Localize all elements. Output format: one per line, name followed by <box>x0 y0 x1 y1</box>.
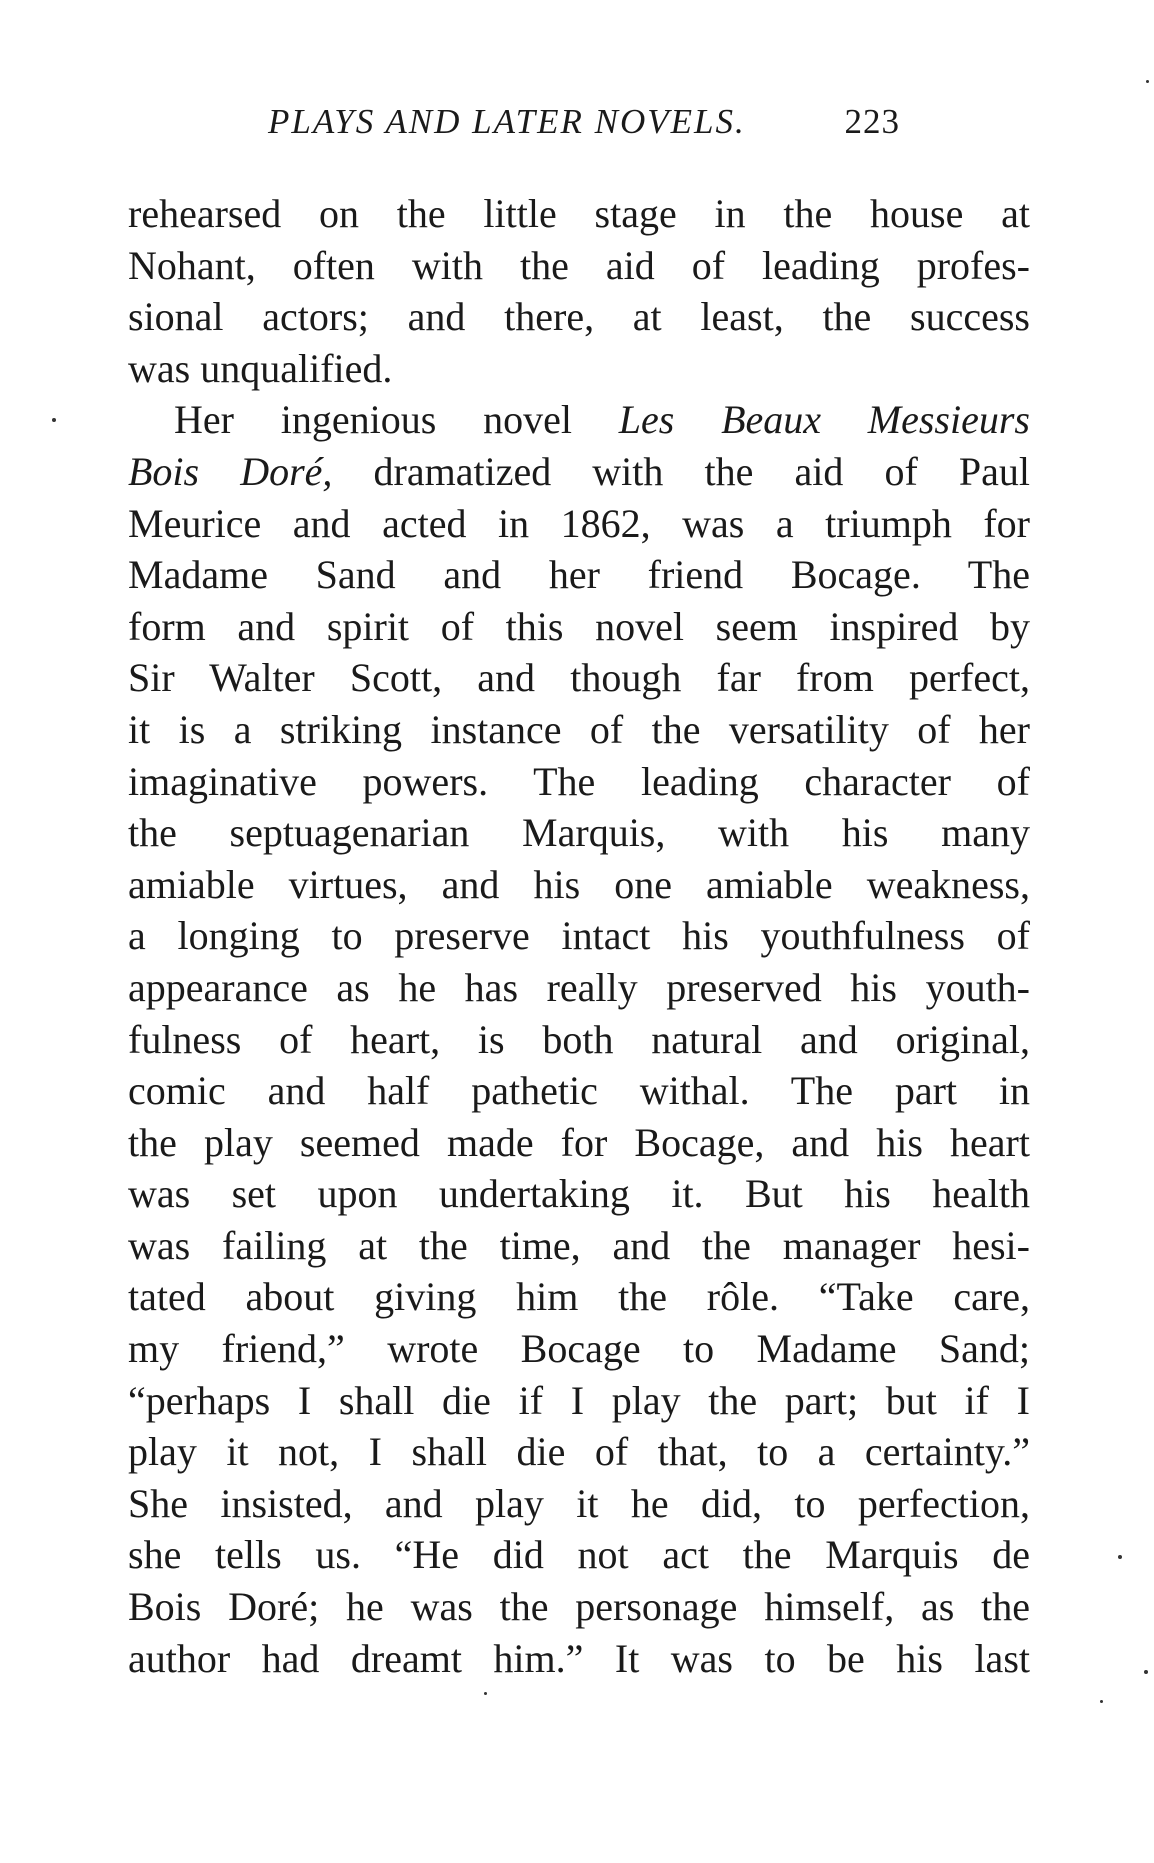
scan-speck <box>1144 1670 1148 1674</box>
text-line: Madame Sand and her friend Bocage. The <box>128 552 1030 598</box>
text-line: sional actors; and there, at least, the success <box>128 294 1030 340</box>
text-line: play it not, I shall die of that, to a certainty.” <box>128 1429 1030 1475</box>
text-line: comic and half pathetic withal. The part in <box>128 1068 1030 1114</box>
text-line <box>128 394 1030 446</box>
text-line: author had dreamt him.” It was to be his last <box>128 1635 1030 1681</box>
text-line: was failing at the time, and the manager hesi- <box>128 1222 1030 1268</box>
running-title: PLAYS AND LATER NOVELS. <box>268 102 746 141</box>
running-head <box>268 102 900 152</box>
text-line: “perhaps I shall die if I play the part; but if I <box>128 1377 1030 1423</box>
page-number: 223 <box>844 102 900 141</box>
text-line: Meurice and acted in 1862, was a triumph for <box>128 500 1030 546</box>
italic-title: Les Beaux Messieurs <box>618 397 1030 443</box>
text-line: it is a striking instance of the versatility of her <box>128 706 1030 752</box>
text-line: was unqualified. <box>128 345 393 391</box>
italic-title: Bois Doré, <box>128 448 333 494</box>
text-run: Her ingenious novel <box>174 397 619 443</box>
text-line <box>128 446 1030 498</box>
text-line: Bois Doré; he was the personage himself, as the <box>128 1584 1030 1630</box>
scan-speck <box>1100 1700 1103 1703</box>
text-run: dramatized with the aid of Paul <box>332 448 1030 494</box>
text-line: she tells us. “He did not act the Marquis de <box>128 1532 1030 1578</box>
text-line: appearance as he has really preserved his youth- <box>128 964 1030 1010</box>
scan-speck <box>1146 80 1149 83</box>
text-line: rehearsed on the little stage in the house at <box>128 191 1030 236</box>
text-line: form and spirit of this novel seem inspired by <box>128 603 1030 649</box>
text-line: the septuagenarian Marquis, with his many <box>128 810 1030 856</box>
text-line: fulness of heart, is both natural and original, <box>128 1016 1030 1062</box>
text-line: imaginative powers. The leading character of <box>128 758 1030 804</box>
body-text <box>128 188 1030 1684</box>
text-line: Sir Walter Scott, and though far from perfect, <box>128 655 1030 701</box>
text-line: was set upon undertaking it. But his health <box>128 1171 1030 1217</box>
text-line: the play seemed made for Bocage, and his heart <box>128 1119 1030 1165</box>
text-line: amiable virtues, and his one amiable weakness, <box>128 861 1030 907</box>
text-line: my friend,” wrote Bocage to Madame Sand; <box>128 1326 1030 1372</box>
text-line: tated about giving him the rôle. “Take care, <box>128 1274 1030 1320</box>
text-line: a longing to preserve intact his youthfulness of <box>128 913 1030 959</box>
scan-speck <box>52 418 56 422</box>
scan-speck <box>484 1692 487 1695</box>
scan-speck <box>1118 1555 1122 1559</box>
text-line: Nohant, often with the aid of leading profes- <box>128 242 1030 288</box>
text-line: She insisted, and play it he did, to perfection, <box>128 1480 1030 1526</box>
